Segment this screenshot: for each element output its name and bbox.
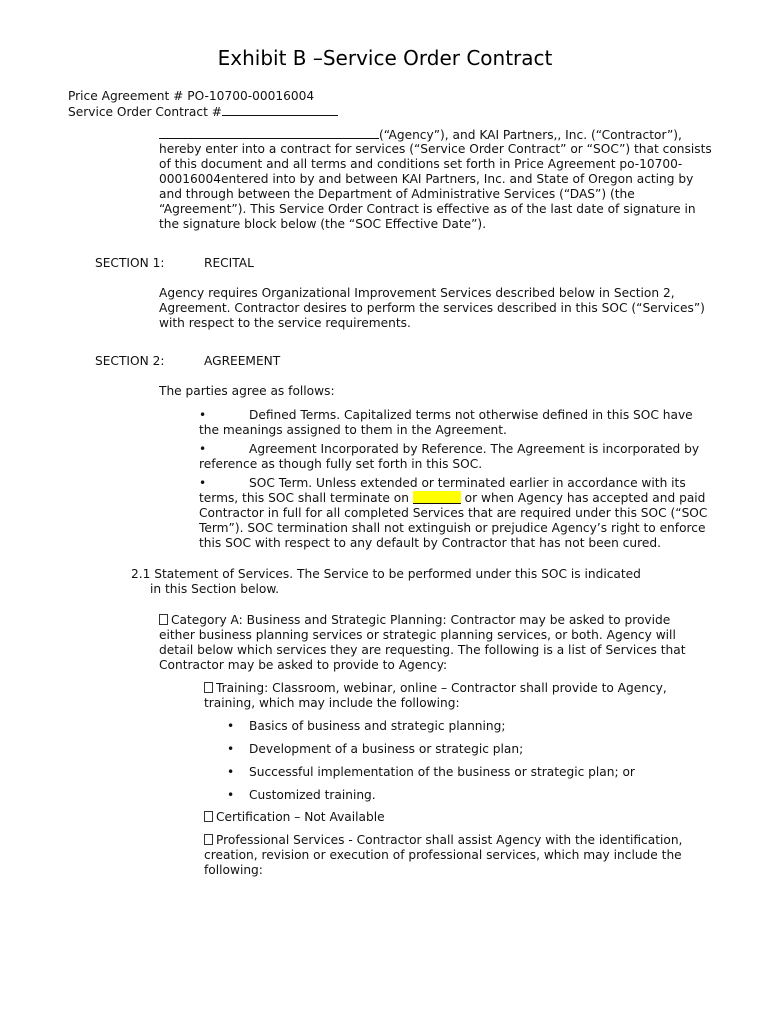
category-a-text: Category A: Business and Strategic Planning: Contractor may be asked to provide (171, 613, 671, 627)
training-line-1 (204, 681, 667, 696)
category-a-checkbox[interactable] (159, 614, 168, 625)
training-checkbox[interactable] (204, 682, 213, 693)
soc-term-text-a: terms, this SOC shall terminate on (199, 491, 409, 505)
intro-line: hereby enter into a contract for services (“Service Order Contract” or “SOC”) that consists (159, 142, 712, 156)
recital-line: Agreement. Contractor desires to perform the services described in this SOC (“Services”) (159, 301, 705, 315)
bullet-icon: • (227, 765, 235, 779)
statement-of-services-line: in this Section below. (150, 582, 280, 596)
bullet-icon: • (227, 788, 235, 802)
training-item: Customized training. (249, 788, 376, 802)
bullet-icon: • (199, 476, 207, 490)
defined-terms-line: Defined Terms. Capitalized terms not otherwise defined in this SOC have (249, 408, 693, 422)
bullet-icon: • (199, 442, 207, 456)
training-text: Training: Classroom, webinar, online – Contractor shall provide to Agency, (216, 681, 667, 695)
training-line-2: training, which may include the following: (204, 696, 460, 710)
intro-line: “Agreement”). This Service Order Contract is effective as of the last date of signature in (159, 202, 696, 216)
soc-term-line: this SOC with respect to any default by Contractor that has not been cured. (199, 536, 661, 550)
certification-checkbox[interactable] (204, 811, 213, 822)
price-agreement-number: Price Agreement # PO-10700-00016004 (68, 89, 315, 103)
professional-line-3: following: (204, 863, 263, 877)
parties-agree-text: The parties agree as follows: (159, 384, 335, 398)
training-item: Development of a business or strategic plan; (249, 742, 524, 756)
incorporated-line: reference as though fully set forth in this SOC. (199, 457, 483, 471)
bullet-icon: • (227, 742, 235, 756)
defined-terms-line: the meanings assigned to them in the Agreement. (199, 423, 507, 437)
section-2-heading: AGREEMENT (204, 354, 281, 368)
soc-term-line: SOC Term. Unless extended or terminated earlier in accordance with its (249, 476, 686, 490)
incorporated-line: Agreement Incorporated by Reference. The Agreement is incorporated by (249, 442, 700, 456)
bullet-icon: • (199, 408, 207, 422)
certification-text: Certification – Not Available (216, 810, 385, 824)
soc-number-line (68, 104, 338, 120)
section-1-heading: RECITAL (204, 256, 254, 270)
document-title: Exhibit B –Service Order Contract (217, 46, 553, 70)
intro-line: and through between the Department of Administrative Services (“DAS”) (the (159, 187, 635, 201)
intro-line: 00016004entered into by and between KAI Partners, Inc. and State of Oregon acting by (159, 172, 694, 186)
training-item: Successful implementation of the business or strategic plan; or (249, 765, 635, 779)
category-a-line: Contractor may be asked to provide to Agency: (159, 658, 448, 672)
intro-line: of this document and all terms and conditions set forth in Price Agreement po-10700- (159, 157, 683, 171)
intro-line-1-text: (“Agency”), and KAI Partners,, Inc. (“Contractor”), (379, 128, 682, 142)
category-a-line: detail below which services they are requesting. The following is a list of Services that (159, 643, 686, 657)
bullet-icon: • (227, 719, 235, 733)
category-a-line-1 (159, 613, 670, 628)
intro-line-1 (159, 127, 682, 143)
soc-term-text-b: or when Agency has accepted and paid (464, 491, 706, 505)
recital-line: Agency requires Organizational Improvement Services described below in Section 2, (159, 286, 675, 300)
section-2-number: SECTION 2: (95, 354, 165, 368)
soc-term-line-2 (199, 491, 705, 506)
professional-line-1 (204, 833, 682, 848)
intro-line: the signature block below (the “SOC Effective Date”). (159, 217, 487, 231)
professional-line-2: creation, revision or execution of professional services, which may include the (204, 848, 682, 862)
statement-of-services-line: 2.1 Statement of Services. The Service to be performed under this SOC is indicated (131, 567, 641, 581)
professional-checkbox[interactable] (204, 834, 213, 845)
agency-name-blank[interactable] (159, 127, 379, 139)
soc-number-blank[interactable] (222, 104, 338, 116)
termination-date-blank[interactable] (413, 491, 461, 504)
professional-text: Professional Services - Contractor shall assist Agency with the identification, (216, 833, 683, 847)
certification-line (204, 810, 385, 825)
section-1-number: SECTION 1: (95, 256, 165, 270)
category-a-line: either business planning services or strategic planning services, or both. Agency will (159, 628, 676, 642)
soc-term-line: Contractor in full for all completed Services that are required under this SOC (“SOC (199, 506, 708, 520)
soc-number-label: Service Order Contract # (68, 105, 222, 119)
recital-line: with respect to the service requirements. (159, 316, 411, 330)
training-item: Basics of business and strategic planning; (249, 719, 506, 733)
soc-term-line: Term”). SOC termination shall not extinguish or prejudice Agency’s right to enforce (199, 521, 706, 535)
